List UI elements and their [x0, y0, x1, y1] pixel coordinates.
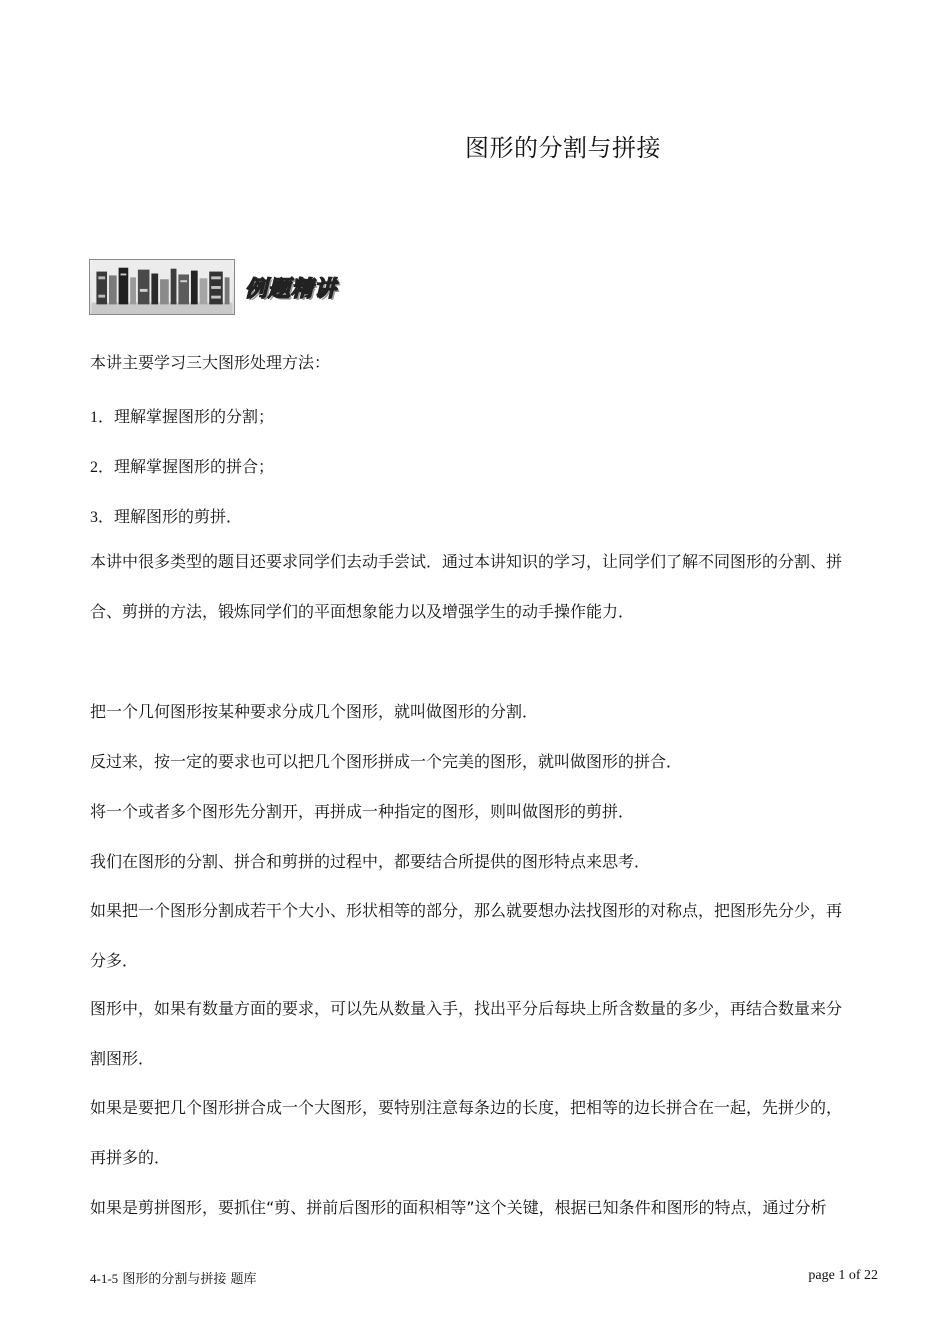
- tip-line: 如果是要把几个图形拼合成一个大图形，要特别注意每条边的长度，把相等的边长拼合在一起，先拼少的，: [90, 1098, 843, 1117]
- footer-doc-info: [90, 1268, 256, 1287]
- method-number: 3．: [90, 509, 115, 526]
- method-item: [90, 455, 274, 480]
- definition-line: 反过来，按一定的要求也可以把几个图形拼成一个完美的图形，就叫做图形的拼合．: [90, 752, 683, 771]
- intro-text: 本讲主要学习三大图形处理方法：: [90, 353, 331, 372]
- definition-line: 将一个或者多个图形先分割开，再拼成一种指定的图形，则叫做图形的剪拼．: [90, 802, 635, 821]
- definition-line: 我们在图形的分割、拼合和剪拼的过程中，都要结合所提供的图形特点来思考．: [90, 852, 651, 871]
- footer-doc-name: 图形的分割与拼接 题库: [122, 1272, 257, 1287]
- section-header: [89, 259, 337, 315]
- section-label: 例题精讲: [245, 276, 338, 302]
- method-text: 理解掌握图形的分割；: [114, 407, 275, 426]
- tip-line: 图形中，如果有数量方面的要求，可以先从数量入手，找出平分后每块上所含数量的多少，再结合数量来分: [90, 999, 843, 1018]
- method-item: [90, 505, 242, 530]
- books-banner-icon: [89, 259, 235, 315]
- method-text: 理解掌握图形的拼合；: [114, 457, 275, 476]
- tip-line: 割图形．: [90, 1049, 155, 1068]
- method-text: 理解图形的剪拼．: [114, 507, 243, 526]
- page-title: 图形的分割与拼接: [465, 134, 661, 162]
- definition-line: 把一个几何图形按某种要求分成几个图形，就叫做图形的分割．: [90, 702, 539, 721]
- paragraph-line: 合、剪拼的方法，锻炼同学们的平面想象能力以及增强学生的动手操作能力．: [90, 602, 635, 621]
- method-number: 2．: [90, 459, 115, 476]
- method-number: 1．: [90, 409, 115, 426]
- tip-line: 分多．: [90, 951, 139, 970]
- paragraph-line: 本讲中很多类型的题目还要求同学们去动手尝试．通过本讲知识的学习，让同学们了解不同图形的分割、拼: [90, 552, 843, 571]
- page-number: page 1 of 22: [808, 1268, 878, 1283]
- footer-code: 4-1-5: [90, 1271, 119, 1286]
- tip-line: 如果是剪拼图形，要抓住“剪、拼前后图形的面积相等”这个关键，根据已知条件和图形的特点，通过分析: [90, 1198, 827, 1217]
- tip-line: 如果把一个图形分割成若干个大小、形状相等的部分，那么就要想办法找图形的对称点，把图形先分少，再: [90, 901, 843, 920]
- method-item: [90, 405, 274, 430]
- tip-line: 再拼多的．: [90, 1148, 171, 1167]
